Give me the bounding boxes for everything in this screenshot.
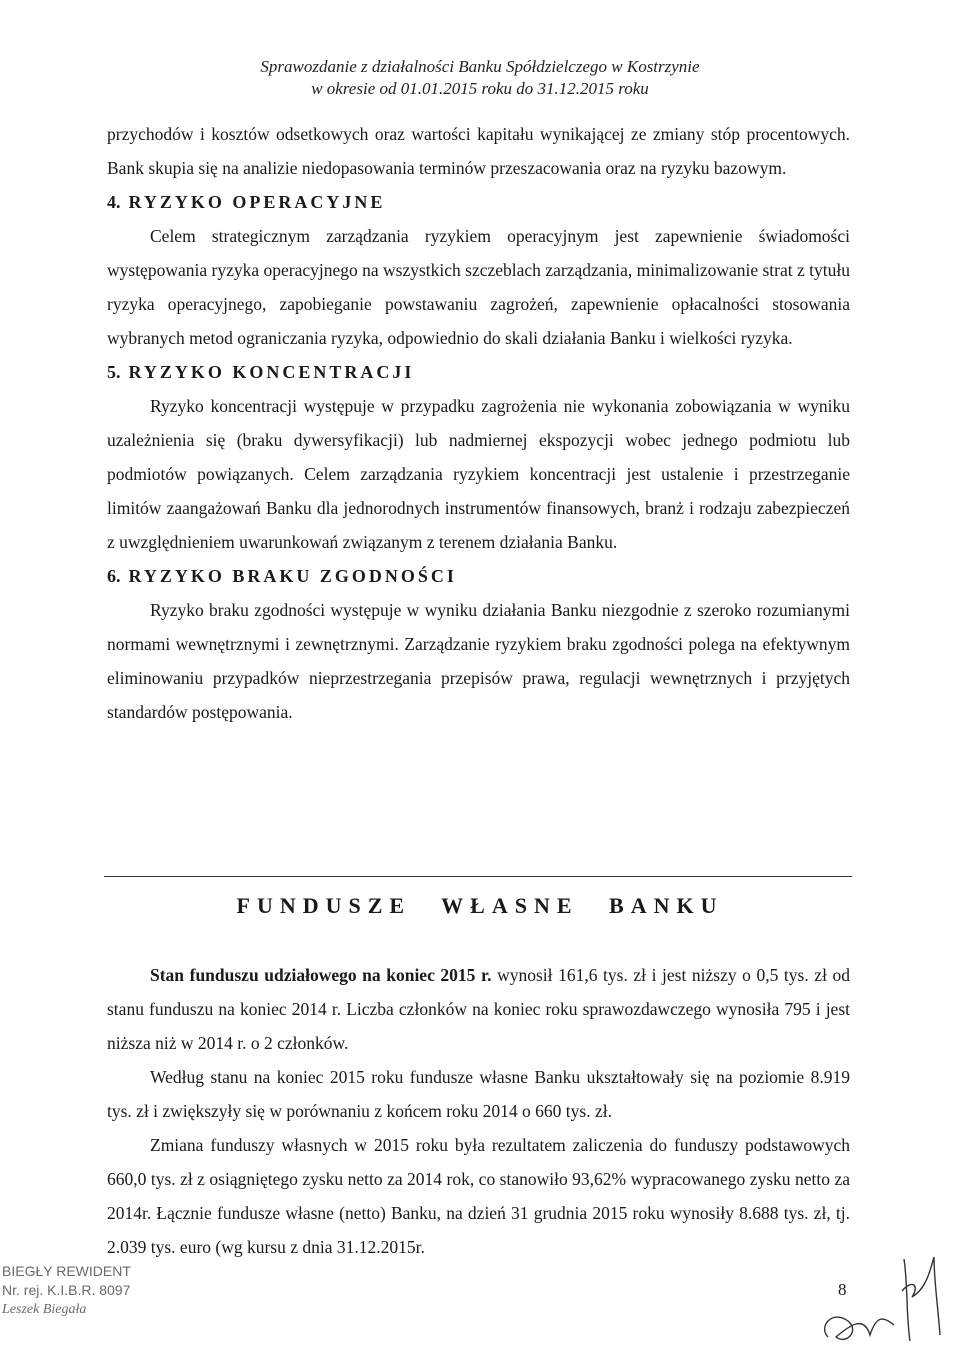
section-number: 5. [107, 362, 121, 382]
section-compliance-risk [107, 559, 850, 729]
stamp-line-2: Nr. rej. K.I.B.R. 8097 [2, 1282, 131, 1298]
funds-paragraph-1 [107, 958, 850, 1060]
section-paragraph: Celem strategicznym zarządzania ryzykiem operacyjnym jest zapewnienie świadomości występowania ryzyka operacyjnego na wszystkich szczeblach zarządzania, minimalizowanie strat z tytułu ryzyka operacyjnego, zapobieganie powstawaniu zagrożeń, zapewnienie opłacalności stosowania wybranych metod ograniczania ryzyka, odpowiednio do skali działania Banku i wielkości ryzyka. [107, 226, 850, 348]
section-title [107, 559, 850, 593]
stamp-line-1: BIEGŁY REWIDENT [2, 1263, 131, 1279]
section-divider [104, 876, 852, 877]
section-paragraph: Ryzyko koncentracji występuje w przypadku zagrożenia nie wykonania zobowiązania w wyniku uzależnienia się (braku dywersyfikacji) lub nadmiernej ekspozycji wobec jednego podmiotu lub podmiotów powiązanych. Celem zarządzania ryzykiem koncentracji jest ustalenie i przestrzeganie limitów zaangażowań Banku dla jednorodnych instrumentów finansowych, branż i rodzaju zabezpieczeń z uwzględnieniem uwarunkowań związanym z terenem działania Banku. [107, 396, 850, 552]
intro-paragraph: przychodów i kosztów odsetkowych oraz wartości kapitału wynikającej ze zmiany stóp procentowych. Bank skupia się na analizie niedopasowania terminów przeszacowania oraz na ryzyku bazowym. [107, 124, 850, 178]
funds-title: FUNDUSZE WŁASNE BANKU [236, 893, 724, 918]
handwritten-signature [816, 1245, 956, 1355]
section-number: 6. [107, 566, 121, 586]
section-title [107, 185, 850, 219]
funds-lead-rest: wynosił 161,6 tys. zł i jest niższy o 0,5 tys. zł od stanu funduszu na koniec 2014 r. Liczba członków na koniec roku sprawozdawczego wynosiła 795 i jest niższa niż w 2014 r. o 2 członków. [107, 965, 851, 1053]
funds-paragraph-2: Według stanu na koniec 2015 roku fundusze własne Banku ukształtowały się na poziomie 8.919 tys. zł i zwiększyły się w porównaniu z końcem roku 2014 o 660 tys. zł. [107, 1067, 850, 1121]
funds-section [107, 958, 850, 1264]
section-concentration-risk [107, 355, 850, 559]
funds-paragraph-3: Zmiana funduszy własnych w 2015 roku była rezultatem zaliczenia do funduszy podstawowych 660,0 tys. zł z osiągniętego zysku netto za 2014 rok, co stanowiło 93,62% wypracowanego zysku netto za 2014r. Łącznie fundusze własne (netto) Banku, na dzień 31 grudnia 2015 roku wynosiły 8.688 tys. zł, tj. 2.039 tys. euro (wg kursu z dnia 31.12.2015r. [107, 1135, 850, 1257]
page-number: 8 [838, 1280, 847, 1299]
document-header [0, 56, 960, 100]
stamp-line-3: Leszek Biegała [2, 1302, 87, 1317]
section-heading: RYZYKO BRAKU ZGODNOŚCI [128, 566, 457, 586]
header-line-2: w okresie od 01.01.2015 roku do 31.12.2015 roku [311, 79, 649, 98]
section-heading: RYZYKO KONCENTRACJI [128, 362, 415, 382]
funds-lead-bold: Stan funduszu udziałowego na koniec 2015 r. [150, 965, 492, 985]
auditor-stamp [2, 1262, 152, 1332]
section-paragraph: Ryzyko braku zgodności występuje w wyniku działania Banku niezgodnie z szeroko rozumianymi normami wewnętrznymi i zewnętrznymi. Zarządzanie ryzykiem braku zgodności polega na efektywnym eliminowaniu przypadków nieprzestrzegania przepisów prawa, regulacji wewnętrznych i przyjętych standardów postępowania. [107, 600, 850, 722]
section-number: 4. [107, 192, 121, 212]
header-line-1: Sprawozdanie z działalności Banku Spółdzielczego w Kostrzynie [260, 57, 700, 76]
section-operational-risk [107, 185, 850, 355]
section-heading: RYZYKO OPERACYJNE [128, 192, 386, 212]
section-title [107, 355, 850, 389]
document-body [107, 117, 850, 729]
